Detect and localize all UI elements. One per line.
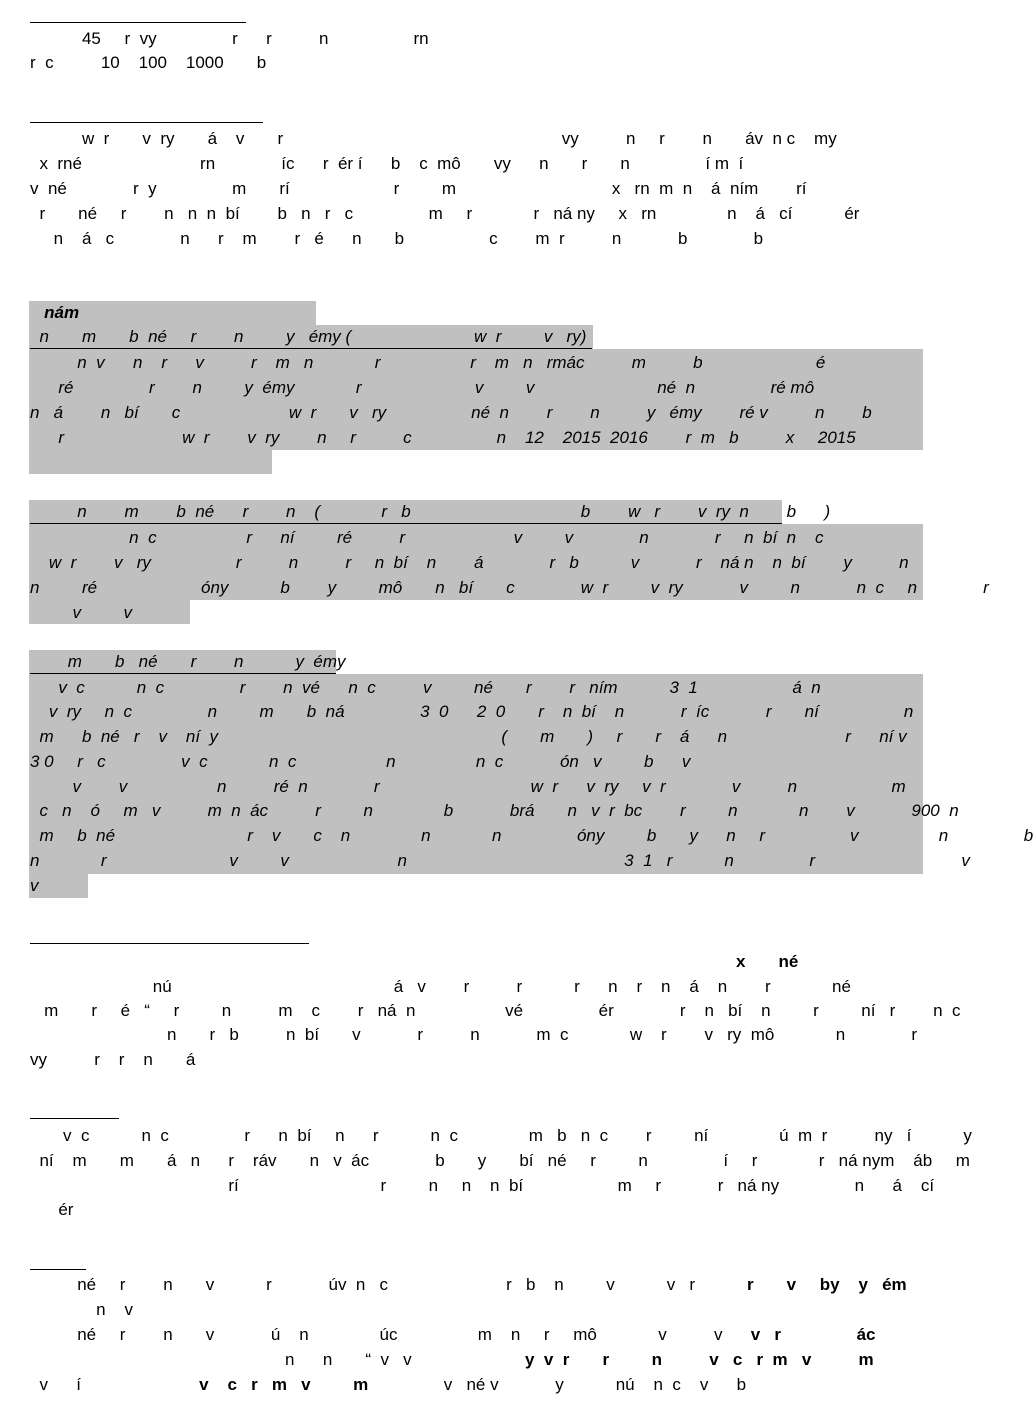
section-4-line-3: n r b n bí v r n m c w r v ry mô n r xyxy=(30,1025,918,1044)
section-6-line-3-bold: v r ác xyxy=(750,1325,876,1344)
section-2-line-5: n á c n r m r é n b c m r n b b xyxy=(30,229,764,248)
section-6-line-5-tail: v né v y nú n c v b xyxy=(368,1375,747,1394)
note-3-line-6: c n ó m v m n ác r n b brá n v r bc r n n v 900 n xyxy=(30,801,959,820)
section-4-bold-words: x né xyxy=(736,952,799,971)
note-1-subheading: n m b né r n y émy ( w r v ry) xyxy=(30,325,592,349)
section-6-line-1 xyxy=(30,1273,920,1297)
section-6-line-3 xyxy=(30,1323,920,1347)
section-5-line-3: rí r n n n bí m r r ná ny n á cí xyxy=(30,1176,935,1195)
section-5-line-2: ní m m á n r ráv n v ác b y bí né r n í r r ná nym áb m xyxy=(30,1151,970,1170)
section-2-line-3: v né r y m rí r m x rn m n á ním rí xyxy=(30,179,807,198)
section-4-heading-rule xyxy=(30,943,309,944)
note-2-line-4: v v xyxy=(30,603,133,622)
note-3-line-5: v v n ré n r w r v ry v r v n m xyxy=(30,777,906,796)
section-6-heading-rule xyxy=(30,1269,86,1270)
section-2-line-4: r né r n n n bí b n r c m r r ná ny x rn n á cí ér xyxy=(30,204,860,223)
section-6-line-4 xyxy=(30,1348,920,1372)
note-3-line-4: 3 0 r c v c n c n n c ón v b v xyxy=(30,752,691,771)
section-6-line-5-text: v í xyxy=(30,1375,200,1394)
section-6-line-3-text: né r n v ú n úc m n r mô v v xyxy=(30,1325,751,1344)
note-2-subheading: n m b né r n ( r b b w r v ry n b ) xyxy=(30,500,782,524)
section-1-heading-rule xyxy=(30,22,246,23)
section-4-line-2: m r é “ r n m c r ná n vé ér r n bí n r ní r n c xyxy=(30,1001,961,1020)
section-2-line-2: x rné rn íc r ér í b c mô vy n r n í m í xyxy=(30,154,744,173)
note-1-shade-tail xyxy=(29,450,272,474)
note-1-title: nám xyxy=(30,303,80,322)
note-1-line-3: n á n bí c w r v ry né n r n y émy ré v n b xyxy=(30,403,872,422)
note-3-line-2: v ry n c n m b ná 3 0 2 0 r n bí n r íc r ní n xyxy=(30,702,914,721)
section-6-line-4-bold: y v r r n v c r m v m xyxy=(525,1350,874,1369)
section-5-heading-rule xyxy=(30,1118,119,1119)
note-3-line-7: m b né r v c n n n óny b y n r v n b xyxy=(30,826,1033,845)
section-1-line-2: r c 10 100 1000 b xyxy=(30,53,267,72)
note-1-line-4: r w r v ry n r c n 12 2015 2016 r m b x 2015 xyxy=(30,428,856,447)
section-2-heading-rule xyxy=(30,122,263,123)
section-2-line-1: w r v ry á v r vy n r n áv n c my xyxy=(30,129,837,148)
section-5-line-4: ér xyxy=(30,1200,74,1219)
section-5-line-1: v c n c r n bí n r n c m b n c r ní ú m r ny í y xyxy=(30,1126,972,1145)
note-3-line-9: v xyxy=(30,876,39,895)
section-6-line-4-text: n n “ v v xyxy=(30,1350,525,1369)
section-6-line-5 xyxy=(30,1373,920,1397)
section-6-line-2 xyxy=(30,1298,920,1322)
note-2-line-2: w r v ry r n r n bí n á r b v r ná n n bí y n xyxy=(30,553,909,572)
section-6-line-1-text: né r n v r úv n c r b n v v r xyxy=(30,1275,747,1294)
section-6-line-2-text: n v xyxy=(30,1300,133,1319)
section-4-line-1: nú á v r r r n r n á n r né xyxy=(30,977,851,996)
note-1-line-2: ré r n y émy r v v né n ré mô xyxy=(30,378,815,397)
note-3-line-3: m b né r v ní y ( m ) r r á n r ní v xyxy=(30,727,907,746)
note-3-line-8: n r v v n 3 1 r n r v xyxy=(30,851,970,870)
section-4-line-4: vy r r n á xyxy=(30,1050,196,1069)
section-6-line-1-bold: r v by y ém xyxy=(747,1275,907,1294)
note-3-line-1: v c n c r n vé n c v né r r ním 3 1 á n xyxy=(30,678,821,697)
note-2-line-3: n ré óny b y mô n bí c w r v ry v n n c n r xyxy=(30,578,989,597)
section-1-line-1: 45 r vy r r n rn xyxy=(30,29,429,48)
note-2-line-1: n c r ní ré r v v n r n bí n c xyxy=(30,528,824,547)
note-1-line-1: n v n r v r m n r r m n rmác m b é xyxy=(30,353,826,372)
note-3-subheading: m b né r n y émy xyxy=(30,650,336,674)
section-6-line-5-bold: v c r m v m xyxy=(199,1375,369,1394)
